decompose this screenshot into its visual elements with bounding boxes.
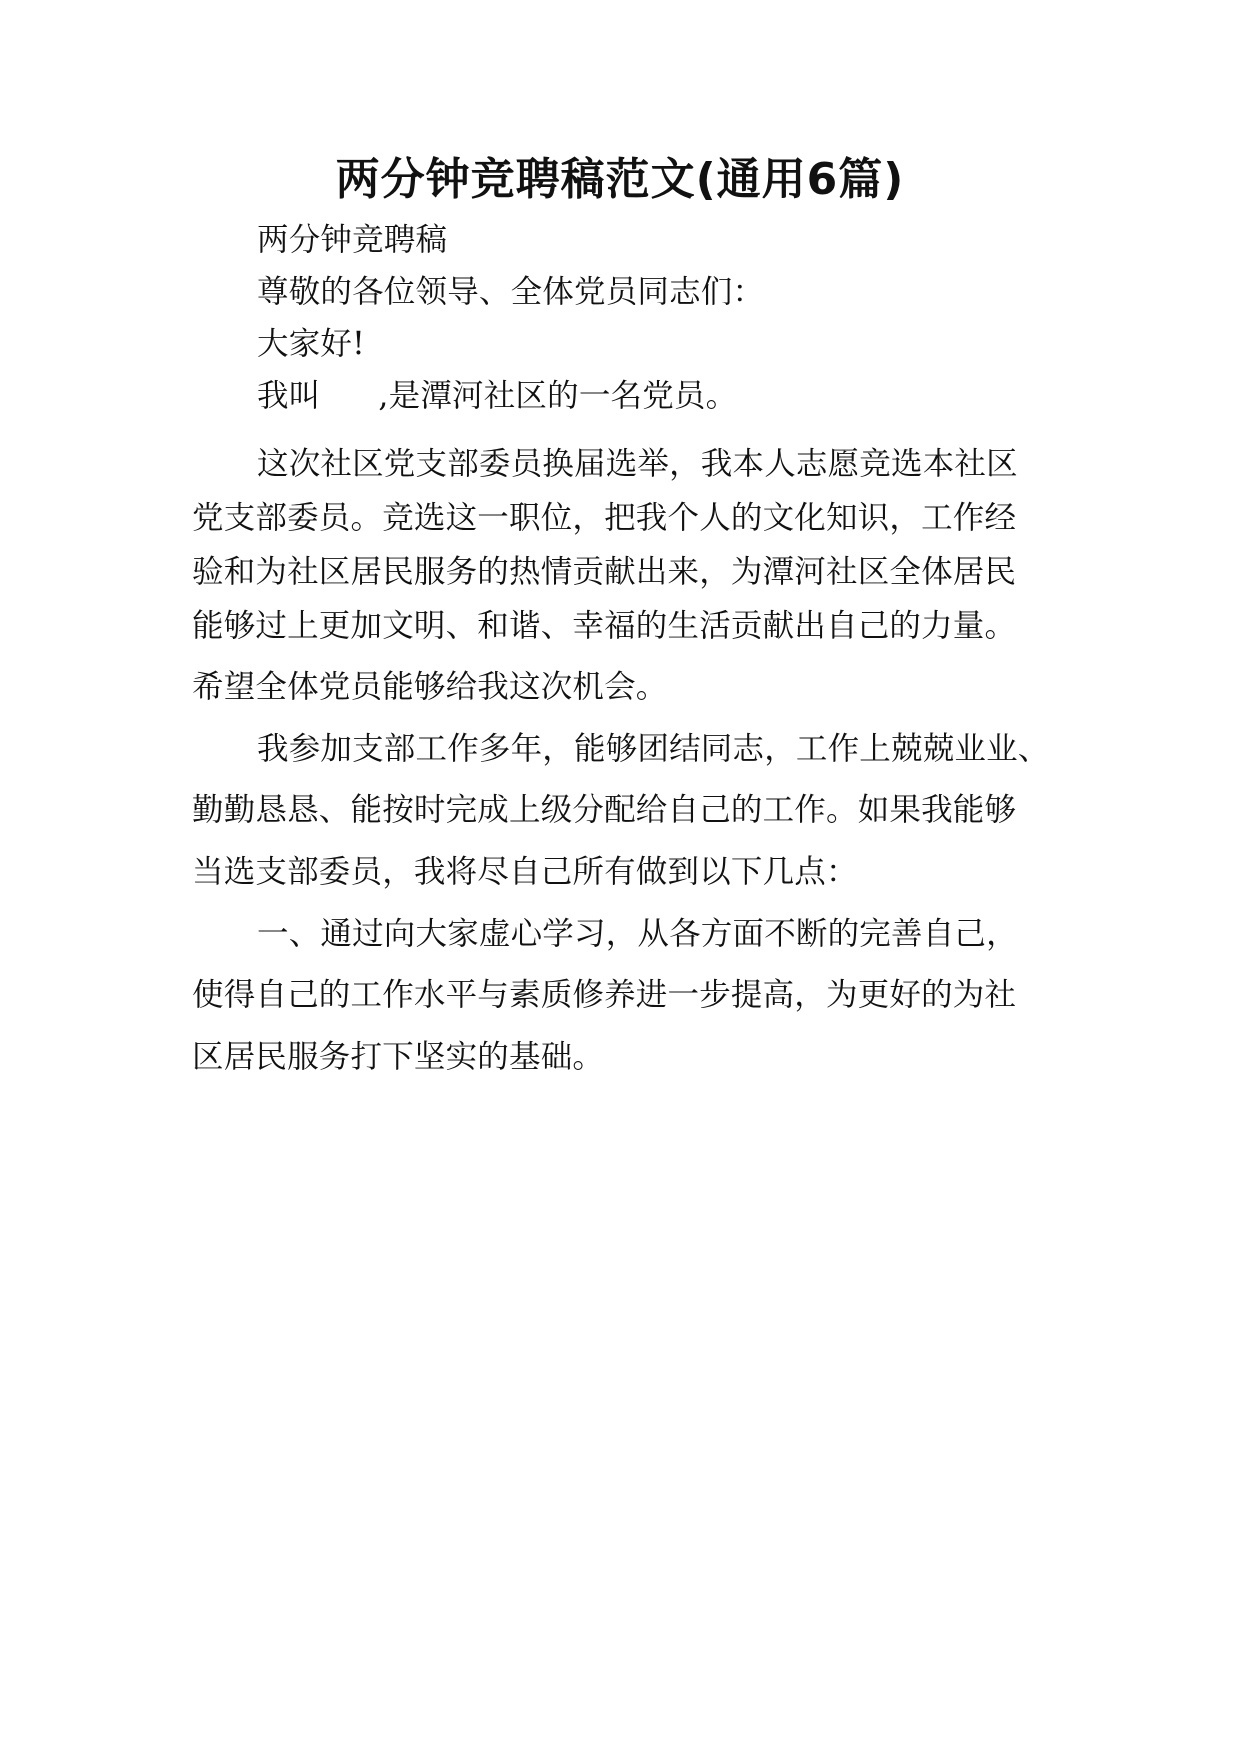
subtitle-line: 两分钟竞聘稿: [257, 222, 448, 258]
paragraph-line: 区居民服务打下坚实的基础。: [192, 1039, 605, 1075]
salutation-line: 尊敬的各位领导、全体党员同志们：: [257, 274, 765, 310]
paragraph-line: 一、通过向大家虚心学习，从各方面不断的完善自己，: [257, 916, 1018, 952]
paragraph-line: 这次社区党支部委员换届选举，我本人志愿竞选本社区: [257, 446, 1018, 482]
intro-prefix: 我叫: [257, 378, 321, 414]
paragraph-line: 我参加支部工作多年，能够团结同志，工作上兢兢业业、: [257, 731, 1050, 767]
paragraph-line: 当选支部委员，我将尽自己所有做到以下几点：: [192, 854, 858, 890]
greeting-line: 大家好!: [257, 326, 365, 362]
paragraph-line: 能够过上更加文明、和谐、幸福的生活贡献出自己的力量。: [192, 608, 1017, 644]
self-introduction-line: [257, 374, 737, 418]
paragraph-line: 党支部委员。竞选这一职位，把我个人的文化知识，工作经: [192, 500, 1017, 536]
paragraph-line: 验和为社区居民服务的热情贡献出来，为潭河社区全体居民: [192, 554, 1017, 590]
document-title: 两分钟竞聘稿范文(通用6篇): [335, 154, 905, 205]
intro-suffix: ,是潭河社区的一名党员。: [378, 378, 738, 414]
paragraph-line: 勤勤恳恳、能按时完成上级分配给自己的工作。如果我能够: [192, 792, 1017, 828]
paragraph-line: 希望全体党员能够给我这次机会。: [192, 669, 668, 705]
paragraph-line: 使得自己的工作水平与素质修养进一步提高，为更好的为社: [192, 977, 1017, 1013]
